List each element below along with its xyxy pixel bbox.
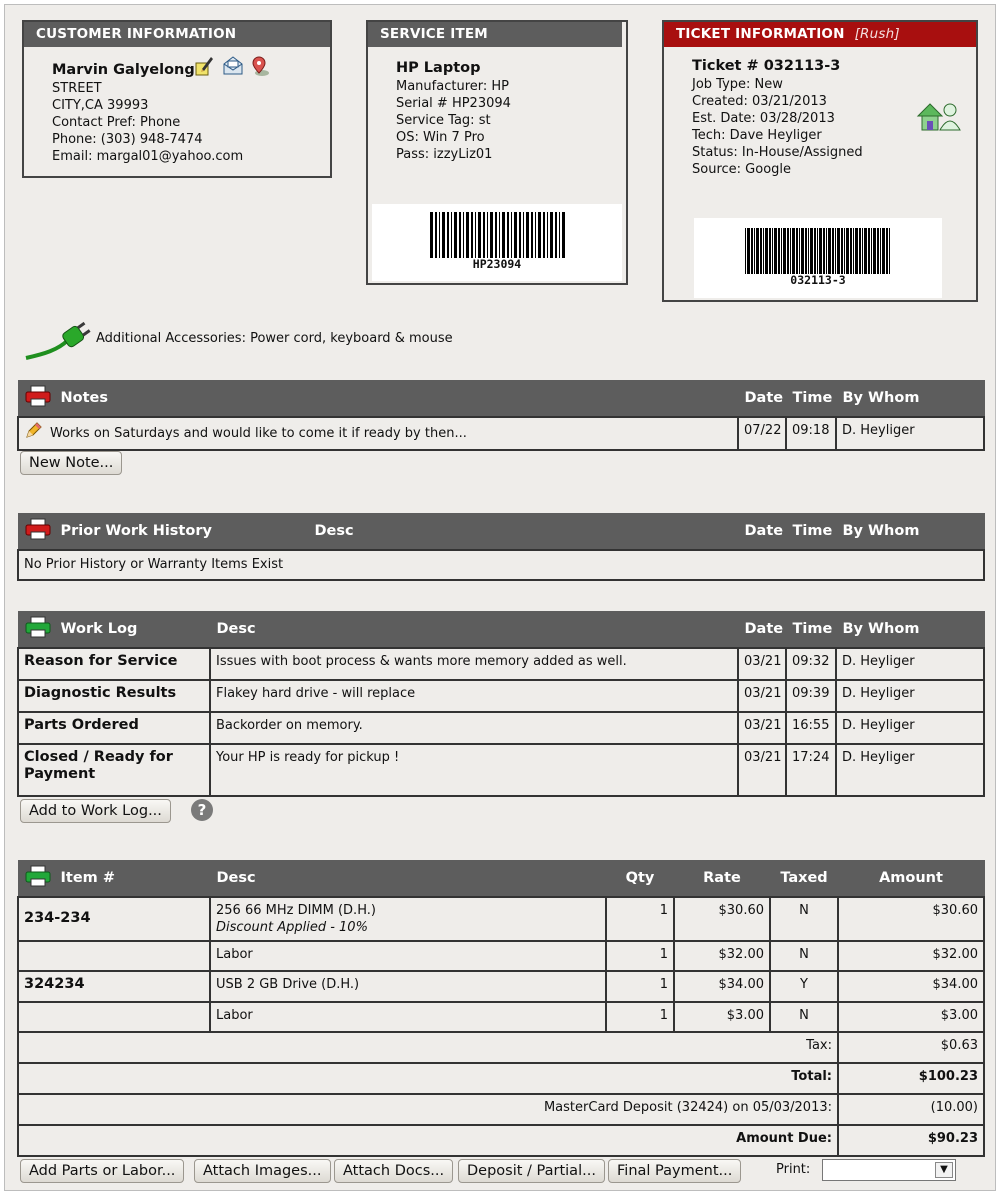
prior-history-table [17,513,985,581]
item-row [18,1002,984,1032]
work-log-desc: Your HP is ready for pickup ! [210,744,738,796]
col-qty: Qty [606,861,674,897]
item-taxed: N [770,941,838,971]
work-log-desc: Issues with boot process & wants more memory added as well. [210,648,738,680]
col-taxed: Taxed [770,861,838,897]
ticket-barcode-text: 032113-3 [790,273,846,287]
service-item-panel [366,20,628,285]
work-log-row [18,744,984,796]
col-time: Time [786,612,836,648]
note-by: D. Heyliger [836,417,984,450]
col-time: Time [786,514,836,550]
item-desc-cell [210,897,606,941]
customer-street: STREET [52,81,102,96]
barcode-image [428,212,566,258]
barcode-image [743,228,893,274]
ticket-info-header [664,22,976,47]
tax-value: $0.63 [838,1032,984,1063]
customer-city: CITY,CA 39993 [52,98,149,113]
tax-row [18,1032,984,1063]
item-taxed: N [770,1002,838,1032]
amount-due-row [18,1125,984,1156]
item-rate: $30.60 [674,897,770,941]
print-icon[interactable] [25,385,51,411]
work-log-by: D. Heyliger [836,680,984,712]
prior-history-header [18,514,308,550]
deposit-value: (10.00) [838,1094,984,1125]
ticket-est-date: Est. Date: 03/28/2013 [692,111,835,126]
print-icon[interactable] [25,616,51,642]
print-label: Print: [776,1162,811,1177]
service-item-barcode [372,204,622,281]
work-log-time: 09:32 [786,648,836,680]
item-rate: $34.00 [674,971,770,1002]
accessories-text: Additional Accessories: Power cord, keyboard & mouse [96,331,453,346]
new-note-button[interactable]: New Note... [20,451,122,475]
col-by-whom: By Whom [836,612,984,648]
item-desc: Labor [210,1002,606,1032]
col-desc: Desc [210,612,738,648]
item-taxed: Y [770,971,838,1002]
add-parts-labor-button[interactable]: Add Parts or Labor... [20,1159,184,1183]
item-desc: USB 2 GB Drive (D.H.) [210,971,606,1002]
customer-phone: Phone: (303) 948-7474 [52,132,203,147]
deposit-row [18,1094,984,1125]
notes-header [18,381,738,417]
service-item-os: OS: Win 7 Pro [396,130,485,145]
service-item-serial: Serial # HP23094 [396,96,511,111]
item-desc: 256 66 MHz DIMM (D.H.) [216,902,376,918]
add-to-work-log-button[interactable]: Add to Work Log... [20,799,171,823]
work-log-label: Closed / Ready for Payment [18,744,210,796]
pencil-icon[interactable] [24,422,42,445]
final-payment-button[interactable]: Final Payment... [608,1159,741,1183]
work-log-by: D. Heyliger [836,712,984,744]
service-item-pass: Pass: izzyLiz01 [396,147,493,162]
item-number: 234-234 [18,897,210,941]
customer-email[interactable]: Email: margal01@yahoo.com [52,149,244,164]
col-by-whom: By Whom [836,514,984,550]
work-log-time: 09:39 [786,680,836,712]
notes-table [17,380,985,451]
ticket-source: Source: Google [692,162,792,177]
power-plug-icon [24,318,92,366]
work-log-label: Parts Ordered [18,712,210,744]
in-house-icon [914,100,962,138]
service-item-title: HP Laptop [396,60,481,76]
prior-history-empty: No Prior History or Warranty Items Exist [18,550,984,580]
prior-history-title: Prior Work History [60,523,212,540]
work-log-by: D. Heyliger [836,648,984,680]
customer-contact-pref: Contact Pref: Phone [52,115,181,130]
notes-title: Notes [60,390,108,407]
work-log-desc: Backorder on memory. [210,712,738,744]
edit-customer-icon[interactable] [194,55,214,82]
item-amount: $32.00 [838,941,984,971]
work-log-row [18,712,984,744]
item-rate: $32.00 [674,941,770,971]
work-log-date: 03/21 [738,712,786,744]
rush-badge: [Rush] [854,26,900,42]
col-time: Time [786,381,836,417]
chevron-down-icon[interactable]: ▼ [935,1162,953,1178]
col-by-whom: By Whom [836,381,984,417]
print-select[interactable] [822,1159,956,1181]
work-log-time: 17:24 [786,744,836,796]
total-value: $100.23 [838,1063,984,1094]
work-log-label: Reason for Service [18,648,210,680]
col-desc: Desc [308,514,738,550]
item-row [18,941,984,971]
note-row [18,417,984,450]
item-rate: $3.00 [674,1002,770,1032]
service-item-tag: Service Tag: st [396,113,491,128]
work-log-header [18,612,210,648]
item-taxed: N [770,897,838,941]
col-item-number: Item # [60,870,115,887]
item-qty: 1 [606,971,674,1002]
col-date: Date [738,381,786,417]
customer-name: Marvin Galyelong [52,62,195,78]
help-icon[interactable]: ? [191,799,213,821]
service-item-header: SERVICE ITEM [368,22,622,47]
item-desc: Labor [210,941,606,971]
deposit-partial-button[interactable]: Deposit / Partial... [458,1159,605,1183]
item-amount: $34.00 [838,971,984,1002]
print-icon[interactable] [25,518,51,544]
ticket-info-title: TICKET INFORMATION [676,26,845,42]
col-rate: Rate [674,861,770,897]
deposit-label: MasterCard Deposit (32424) on 05/03/2013: [18,1094,838,1125]
attach-images-button[interactable]: Attach Images... [194,1159,331,1183]
customer-info-panel [22,20,332,178]
note-date: 07/22 [738,417,786,450]
item-row [18,897,984,941]
accessories-row [24,318,624,362]
service-item-manufacturer: Manufacturer: HP [396,79,509,94]
work-log-row [18,680,984,712]
item-qty: 1 [606,941,674,971]
work-log-table [17,611,985,797]
work-log-label: Diagnostic Results [18,680,210,712]
work-log-date: 03/21 [738,744,786,796]
print-icon[interactable] [25,865,51,891]
items-header [18,861,210,897]
ticket-info-panel [662,20,978,302]
col-desc: Desc [210,861,606,897]
ticket-barcode [694,218,942,298]
item-number [18,1002,210,1032]
col-date: Date [738,514,786,550]
work-log-by: D. Heyliger [836,744,984,796]
map-pin-icon[interactable] [250,55,272,82]
tax-label: Tax: [18,1032,838,1063]
service-item-barcode-text: HP23094 [472,257,522,271]
ticket-status: Status: In-House/Assigned [692,145,863,160]
work-log-date: 03/21 [738,648,786,680]
col-amount: Amount [838,861,984,897]
discount-note: Discount Applied - 10% [216,919,368,935]
total-row [18,1063,984,1094]
ticket-tech: Tech: Dave Heyliger [692,128,822,143]
items-table [17,860,985,1157]
work-log-title: Work Log [60,621,138,638]
item-amount: $3.00 [838,1002,984,1032]
ticket-number: Ticket # 032113-3 [692,58,841,74]
amount-due-label: Amount Due: [18,1125,838,1156]
item-qty: 1 [606,897,674,941]
work-log-desc: Flakey hard drive - will replace [210,680,738,712]
note-text-cell [18,417,738,450]
ticket-job-type: Job Type: New [692,77,783,92]
work-log-date: 03/21 [738,680,786,712]
item-amount: $30.60 [838,897,984,941]
email-icon[interactable] [222,55,244,82]
item-number [18,941,210,971]
amount-due-value: $90.23 [838,1125,984,1156]
note-time: 09:18 [786,417,836,450]
item-number: 324234 [18,971,210,1002]
attach-docs-button[interactable]: Attach Docs... [334,1159,453,1183]
col-date: Date [738,612,786,648]
work-log-time: 16:55 [786,712,836,744]
total-label: Total: [18,1063,838,1094]
work-log-row [18,648,984,680]
customer-info-header: CUSTOMER INFORMATION [24,22,330,47]
note-text: Works on Saturdays and would like to come it if ready by then... [50,425,467,441]
item-qty: 1 [606,1002,674,1032]
ticket-created: Created: 03/21/2013 [692,94,827,109]
item-row [18,971,984,1002]
